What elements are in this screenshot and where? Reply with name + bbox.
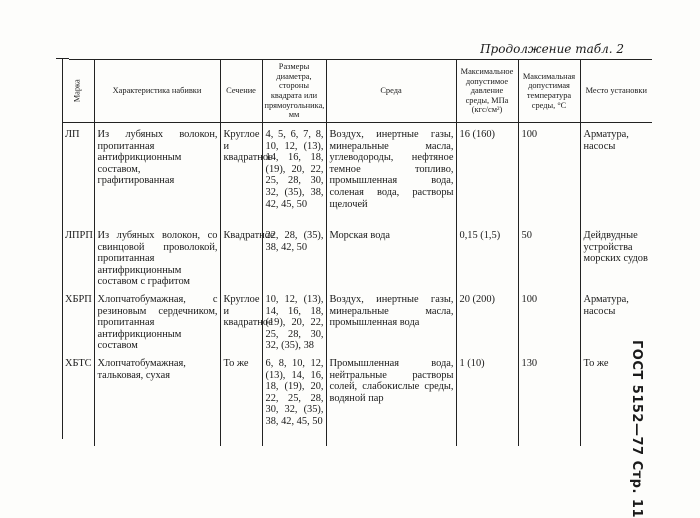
cell-sizes: 6, 8, 10, 12, (13), 14, 16, 18, (19), 20, 22, 25, 28, 30, 32, (35), 38, 42, 45, 50 (262, 352, 326, 446)
cell-sizes: 10, 12, (13), 14, 16, 18, (19), 20, 22, 25, 28, 30, 32, (35), 38 (262, 288, 326, 352)
cell-pressure: 20 (200) (456, 288, 518, 352)
cell-characteristic: Из лубяных волокон, со свинцовой проволокой, пропитанная антифрикционным составом с графитом (94, 224, 220, 288)
cell-sizes: 4, 5, 6, 7, 8, 10, 12, (13), 14, 16, 18, (19), 20, 22, 25, 28, 30, 32, (35), 38, 42, 45, 50 (262, 123, 326, 225)
cell-pressure: 1 (10) (456, 352, 518, 446)
cell-section: Круглое и квадратное (220, 123, 262, 225)
cell-medium: Морская вода (326, 224, 456, 288)
cell-characteristic: Из лубяных волокон, пропитанная антифрикционным составом, графитированная (94, 123, 220, 225)
cell-pressure: 0,15 (1,5) (456, 224, 518, 288)
header-mark: Марка (62, 60, 94, 123)
header-pressure: Максимальное допустимое давление среды, МПа (кгс/см²) (456, 60, 518, 123)
cell-temperature: 50 (518, 224, 580, 288)
header-characteristic: Характеристика набивки (94, 60, 220, 123)
table-row (62, 224, 652, 288)
cell-sizes: 22, 28, (35), 38, 42, 50 (262, 224, 326, 288)
table-continuation-caption: Продолжение табл. 2 (480, 42, 624, 56)
header-temperature: Максимальная допустимая температура среды, °С (518, 60, 580, 123)
cell-pressure: 16 (160) (456, 123, 518, 225)
cell-characteristic: Хлопчатобумажная, с резиновым сердечником, пропитанная антифрикционным составом (94, 288, 220, 352)
cell-temperature: 100 (518, 288, 580, 352)
header-place: Место установки (580, 60, 652, 123)
cell-section: То же (220, 352, 262, 446)
cell-mark: ЛП (62, 123, 94, 225)
cell-medium: Промышленная вода, нейтральные растворы солей, слабокислые среды, водяной пар (326, 352, 456, 446)
gost-page-marker: ГОСТ 5152—77 Стр. 11 (629, 340, 644, 518)
cell-temperature: 130 (518, 352, 580, 446)
cell-mark: ХБТС (62, 352, 94, 446)
cell-section: Круглое и квадратное (220, 288, 262, 352)
cell-temperature: 100 (518, 123, 580, 225)
packing-spec-table (62, 60, 652, 446)
cell-place: Арматура, насосы (583, 129, 629, 152)
cell-medium: Воздух, инертные газы, минеральные масла, углеводороды, нефтяное темное топливо, промышленная вода, соленая вода, растворы щелочей (326, 123, 456, 225)
table-row (62, 352, 652, 446)
header-section: Сечение (220, 60, 262, 123)
cell-mark: ЛПРП (62, 224, 94, 288)
cell-place: Дейдвудные устройства морских судов (583, 230, 648, 265)
cell-characteristic: Хлопчатобумажная, тальковая, сухая (94, 352, 220, 446)
cell-medium: Воздух, инертные газы, минеральные масла, промышленная вода (326, 288, 456, 352)
cell-section: Квадратное (220, 224, 262, 288)
cell-mark: ХБРП (62, 288, 94, 352)
table-row (62, 123, 652, 225)
cell-place: Арматура, насосы (583, 294, 629, 317)
cell-place: То же (583, 357, 609, 369)
table-header-row (62, 60, 652, 123)
table-row (62, 288, 652, 352)
header-sizes: Размеры диаметра, стороны квадрата или прямоугольника, мм (262, 60, 326, 123)
header-medium: Среда (326, 60, 456, 123)
